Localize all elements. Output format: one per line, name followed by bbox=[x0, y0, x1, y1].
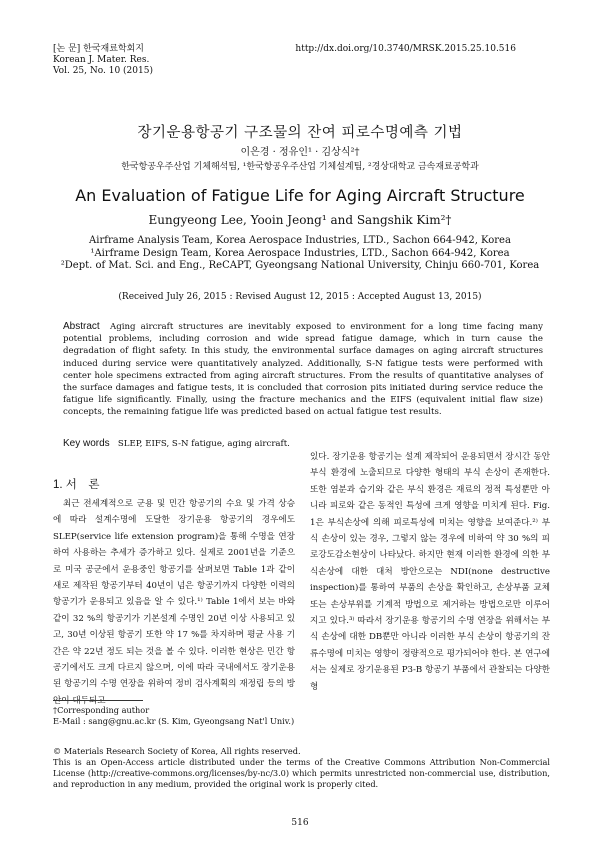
abstract-label: Abstract bbox=[63, 321, 100, 332]
corresponding-author: †Corresponding author bbox=[53, 705, 150, 715]
affiliation-line: ²Dept. of Mat. Sci. and Eng., ReCAPT, Gyeongsang National University, Chinju 660-701, Korea bbox=[60, 260, 540, 271]
affiliation-line: Airframe Analysis Team, Korea Aerospace Industries, LTD., Sachon 664-942, Korea bbox=[89, 235, 511, 246]
korean-affiliation: 한국항공우주산업 기체해석팀, ¹한국항공우주산업 기체설계팀, ²경상대학교 금속재료공학과 bbox=[121, 162, 479, 172]
journal-name-english: Korean J. Mater. Res. bbox=[53, 55, 150, 65]
english-affiliations bbox=[0, 235, 600, 273]
license-text: This is an Open-Access article distributed under the terms of the Creative Commons Attribution Non-Commercial License (http://creative-commons.org/licenses/by-nc/3.0) which permits unrestricted non-commercial use, distribution, and reproduction in any medium, provided the original work is properly cited. bbox=[53, 757, 550, 789]
affiliation-line: ¹Airframe Design Team, Korea Aerospace Industries, LTD., Sachon 664-942, Korea bbox=[90, 247, 510, 259]
english-authors: Eungyeong Lee, Yooin Jeong¹ and Sangshik Kim²† bbox=[148, 213, 452, 227]
korean-authors: 이은경 · 정유인¹ · 김상식²† bbox=[240, 147, 360, 158]
copyright-line: © Materials Research Society of Korea, All rights reserved. bbox=[53, 746, 301, 756]
footnote bbox=[53, 705, 294, 727]
body-paragraph: 있다. 장기운용 항공기는 설계 제작되어 운용되면서 장시간 동안 부식 환경에 노출되므로 다양한 형태의 부식 손상이 존재한다. 또한 염분과 습기와 같은 부식 환경은 재료의 정적 특성뿐만 아니라 피로와 같은 동적인 특성에 크게 영향을 미치게 된다. Fig. 1은 부식손상에 의해 피로특성에 미치는 영향을 보여준다.²⁾ 부식 손상이 있는 경우, 그렇지 않는 경우에 비하여 약 30 %의 피로강도감소현상이 나타났다. 하지만 현재 이러한 환경에 의한 부식손상에 대한 대처 방안으로는 NDI(none destructive inspection)를 통하여 부품의 손상을 확인하고, 손상부품 교체 또는 손상부위를 기계적 방법으로 제거하는 방법으로만 이루어지고 있다.³⁾ 따라서 장기운용 항공기의 수명 연장을 위해서는 부식 손상에 대한 DB뿐만 아니라 이러한 부식 손상이 항공기의 잔류수명에 미치는 영향이 정량적으로 평가되어야 한다. 본 연구에서는 실제로 장기운용된 P3-B 항공기 부품에서 관찰되는 다양한 형 bbox=[310, 452, 550, 692]
body-column-right bbox=[310, 449, 550, 695]
keywords bbox=[63, 438, 543, 449]
license-notice bbox=[53, 746, 550, 790]
keywords-text: SLEP, EIFS, S-N fatigue, aging aircraft. bbox=[117, 439, 290, 449]
korean-title: 장기운용항공기 구조물의 잔여 피로수명예측 기법 bbox=[137, 125, 463, 141]
journal-volume: Vol. 25, No. 10 (2015) bbox=[53, 66, 153, 76]
body-column-left bbox=[53, 496, 295, 709]
author-email: E-Mail : sang@gnu.ac.kr (S. Kim, Gyeongsang Nat'l Univ.) bbox=[53, 716, 295, 726]
journal-header bbox=[53, 44, 153, 77]
body-paragraph: 최근 전세계적으로 군용 및 민간 항공기의 수요 및 가격 상승에 따라 설계수명에 도달한 장기운용 항공기의 경우에도 SLEP(service life extension program)을 통해 수명을 연장하여 사용하는 추세가 증가하고 있다. 실제로 2001년을 기준으로 미국 공군에서 운용중인 항공기를 살펴보면 Table 1과 같이 새로 제작된 항공기부터 40년이 넘은 항공기까지 다양한 이력의 항공기가 운용되고 있음을 알 수 있다.¹⁾ Table 1에서 보는 바와 같이 32 %의 항공기가 기본설계 수명인 20년 이상 사용되고 있고, 30년 이상된 항공기 또한 약 17 %를 차지하며 평균 사용 기간은 약 22년 정도 되는 것을 볼 수 있다. 이러한 현상은 민간 항공기에서도 크게 다르지 않으며, 이에 따라 국내에서도 장기운용된 항공기의 수명 연장을 위하여 정비 검사계획의 재정립 등의 방안이 대두되고 bbox=[53, 499, 295, 706]
abstract-text: Aging aircraft structures are inevitably exposed to environment for a long time facing many potential problems, including corrosion and wide spread fatigue damage, which in turn cause the degradation of flight safety. In this study, the environmental surface damages on aging aircraft structures induced during service were quantitatively analyzed. Additionally, S-N fatigue tests were performed with center hole specimens extracted from aging aircraft structures. From the results of quantitative analyses of the surface damages and fatigue tests, it is concluded that corrosion pits initiated during service reduce the fatigue life significantly. Finally, using the fracture mechanics and the EIFS (equivalent initial flaw size) concepts, the remaining fatigue life was predicted based on actual fatigue test results. bbox=[63, 322, 543, 418]
english-title: An Evaluation of Fatigue Life for Aging Aircraft Structure bbox=[75, 186, 525, 205]
doi-link[interactable]: http://dx.doi.org/10.3740/MRSK.2015.25.10.516 bbox=[295, 44, 516, 54]
received-dates: (Received July 26, 2015 : Revised August 12, 2015 : Accepted August 13, 2015) bbox=[118, 292, 482, 302]
journal-name-korean: [논 문] 한국재료학회지 bbox=[53, 44, 144, 54]
footnote-divider bbox=[53, 700, 143, 701]
section-heading: 1. 서 론 bbox=[53, 479, 100, 491]
abstract bbox=[63, 321, 543, 419]
page-number: 516 bbox=[291, 818, 309, 828]
keywords-label: Key words bbox=[63, 438, 110, 449]
